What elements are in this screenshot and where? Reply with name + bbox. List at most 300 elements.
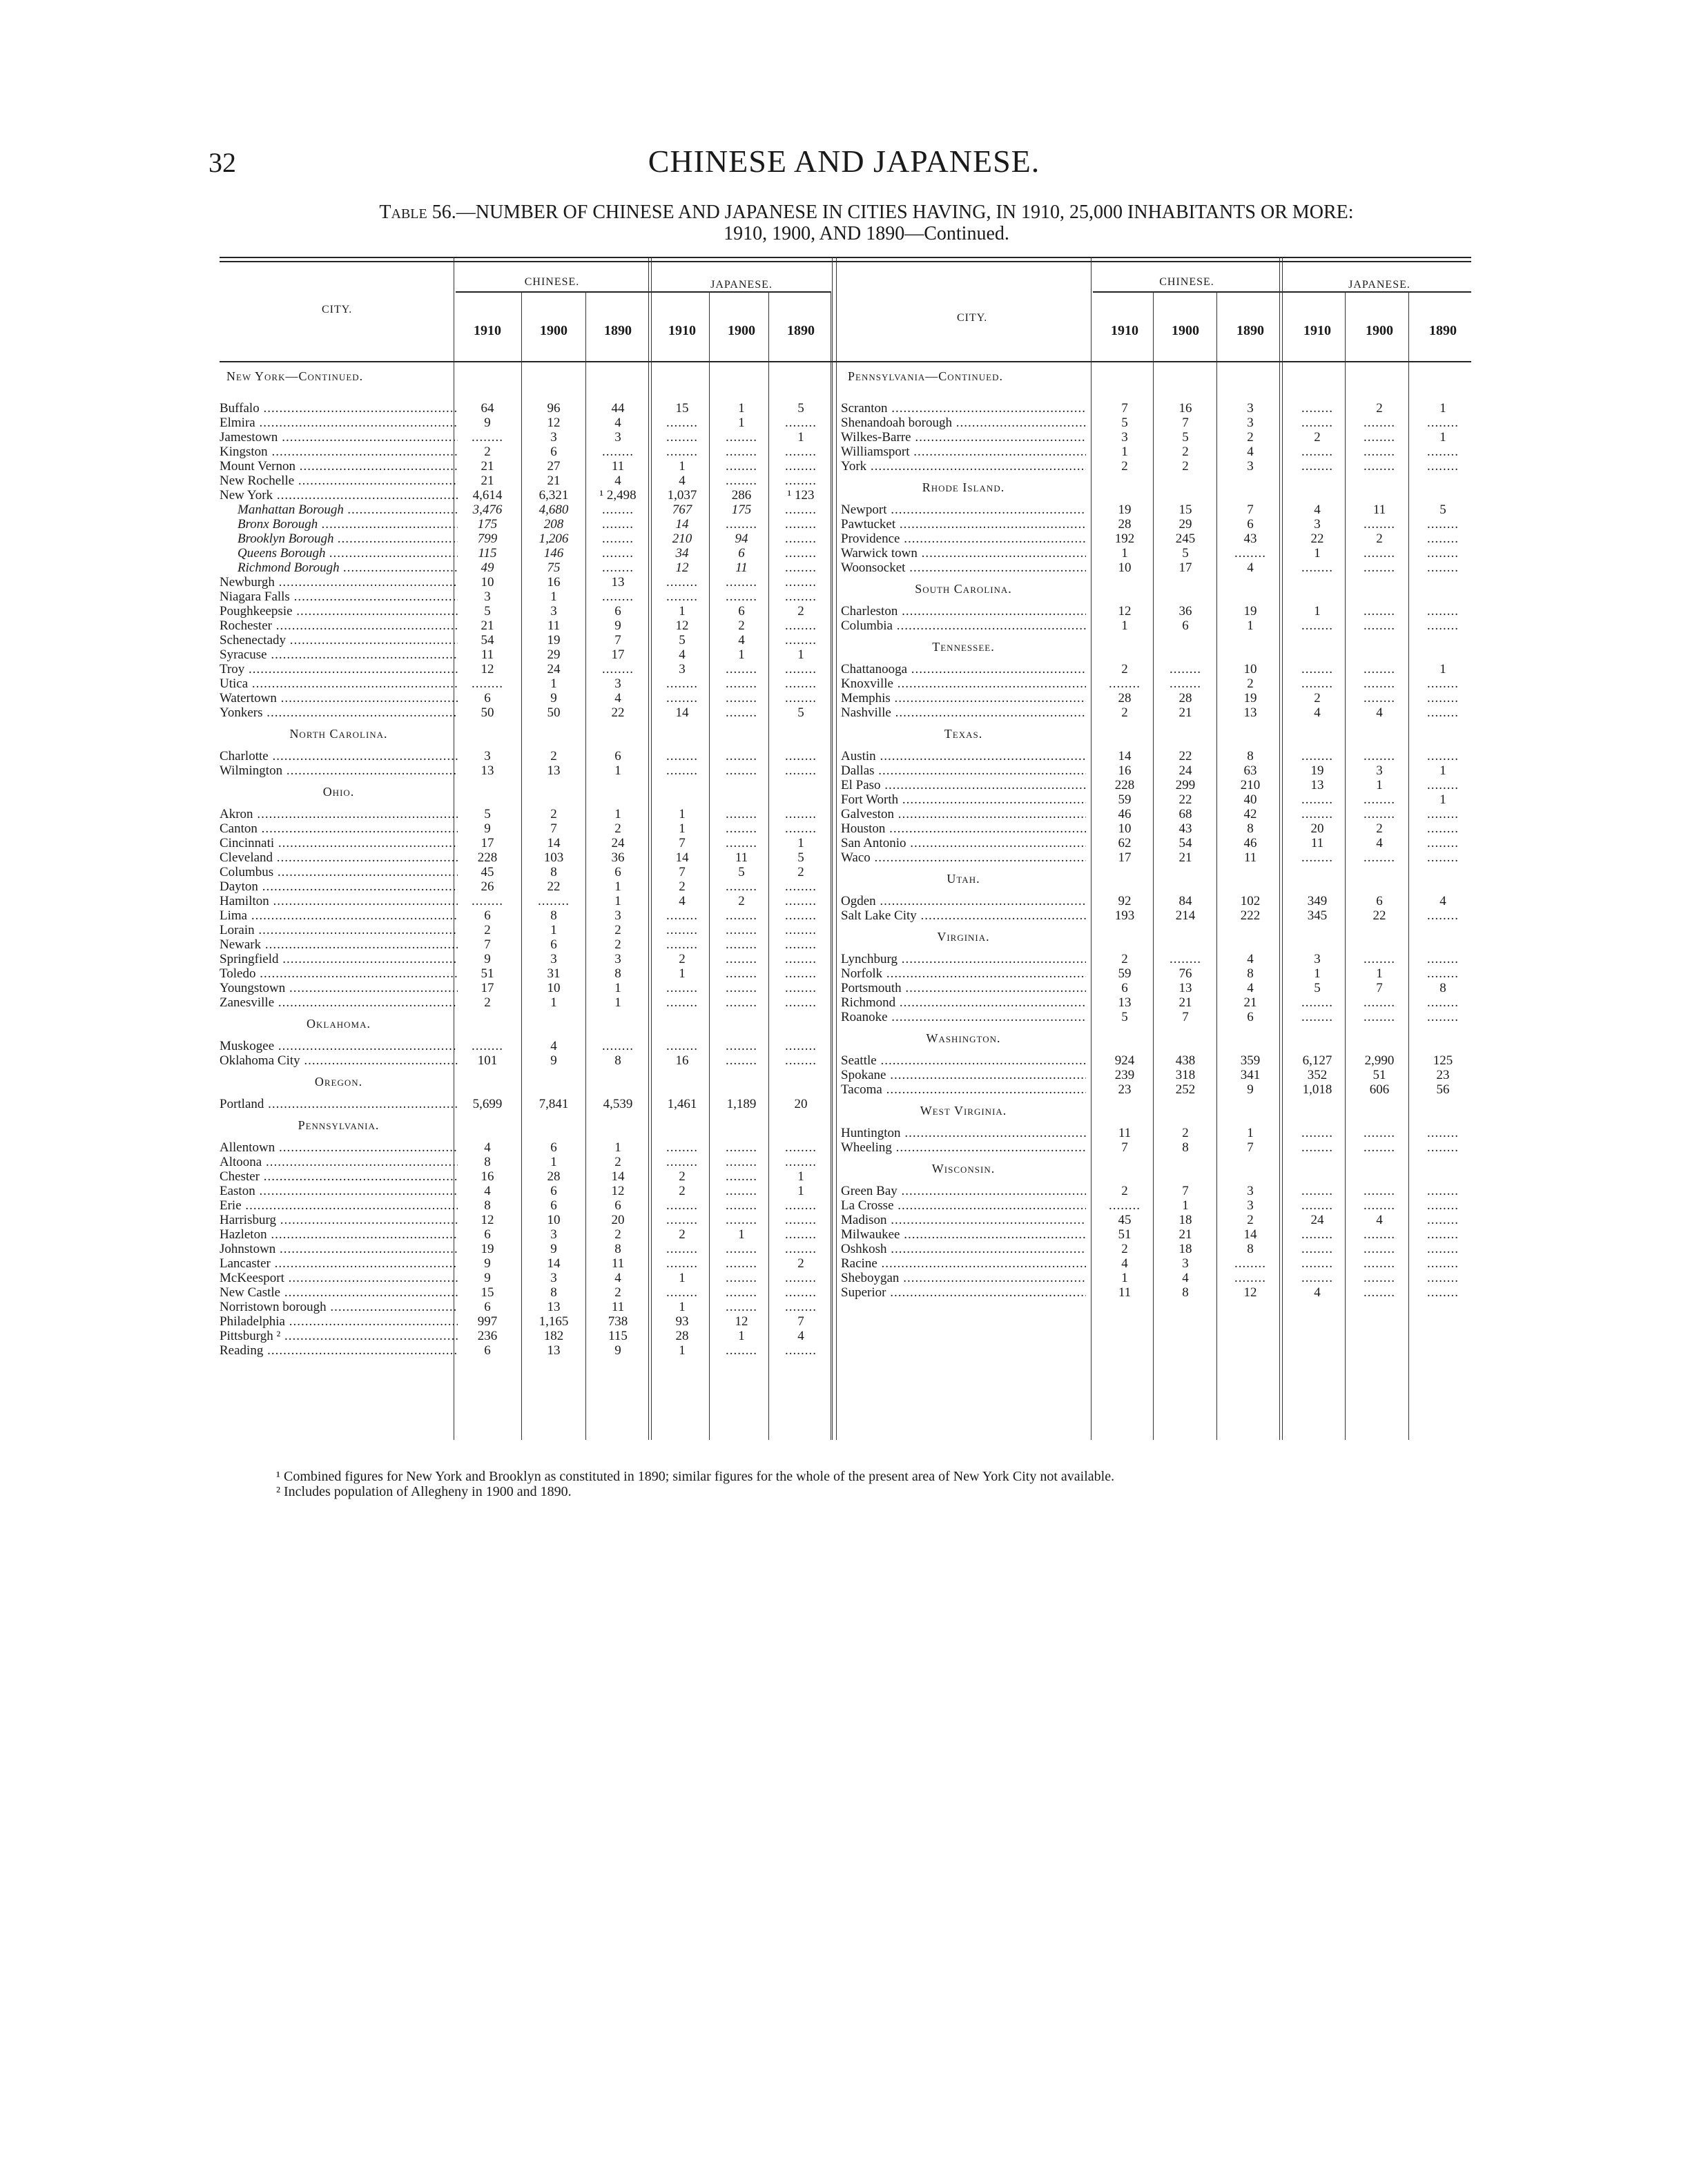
- cell-value: [770, 1227, 831, 1242]
- cell-value: 1: [1247, 1126, 1254, 1140]
- city-name: New York .....: [220, 488, 458, 503]
- cell-value: 12: [1243, 1285, 1257, 1300]
- cell-value: 2: [1121, 1184, 1128, 1198]
- cell-value: 1: [1439, 662, 1446, 676]
- cell-value: 7: [679, 836, 686, 850]
- cell-value: [711, 1213, 772, 1227]
- cell-value: 12: [481, 1213, 494, 1227]
- cell-value: 9: [1247, 1082, 1254, 1097]
- cell-value: [1286, 459, 1349, 474]
- table-row: [220, 1227, 831, 1242]
- cell-value: [652, 589, 712, 604]
- city-name: Milwaukee .....: [841, 1227, 1086, 1242]
- cell-value: 46: [1118, 807, 1132, 821]
- cell-value: 2: [797, 865, 804, 879]
- cell-value: 3: [550, 952, 557, 966]
- cell-value: [1286, 1198, 1349, 1213]
- cell-value: 14: [547, 1256, 561, 1271]
- table-row: [220, 1198, 831, 1213]
- cell-value: [711, 1256, 772, 1271]
- table-row: [841, 1140, 1473, 1155]
- cell-value: 8: [484, 1155, 491, 1169]
- cell-value: 228: [1114, 778, 1135, 792]
- cell-value: [711, 1184, 772, 1198]
- cell-value: 6: [1182, 618, 1189, 633]
- cell-value: [1413, 966, 1473, 981]
- cell-value: [588, 503, 648, 517]
- cell-value: [770, 879, 831, 894]
- cell-value: 1: [797, 836, 804, 850]
- cell-value: 24: [1310, 1213, 1324, 1227]
- city-name: Kingston .....: [220, 445, 458, 459]
- state-heading: Oklahoma.: [307, 1017, 371, 1031]
- cell-value: 50: [547, 705, 561, 720]
- city-name: San Antonio .....: [841, 836, 1086, 850]
- cell-value: 10: [481, 575, 494, 589]
- cell-value: 3: [1247, 1198, 1254, 1213]
- cell-value: 5: [797, 705, 804, 720]
- cell-value: 6,127: [1302, 1053, 1332, 1068]
- cell-value: [456, 1039, 519, 1053]
- city-name: New Castle .....: [220, 1285, 458, 1300]
- table-row: [841, 908, 1473, 923]
- cell-value: 3: [1314, 952, 1321, 966]
- cell-value: 7: [1182, 1184, 1189, 1198]
- city-name: Memphis .....: [841, 691, 1086, 705]
- cell-value: 3: [550, 430, 557, 445]
- table-row: [841, 1010, 1473, 1024]
- cell-value: 21: [1178, 850, 1192, 865]
- table-row: [841, 792, 1473, 807]
- cell-value: [770, 618, 831, 633]
- city-name: Utica .....: [220, 676, 458, 691]
- cell-value: [711, 836, 772, 850]
- cell-value: [711, 1053, 772, 1068]
- cell-value: 2: [614, 923, 621, 937]
- city-name: Akron .....: [220, 807, 458, 821]
- footnotes: [276, 1469, 1114, 1499]
- city-name: Cleveland .....: [220, 850, 458, 865]
- cell-value: 11: [735, 850, 748, 865]
- city-name: Chattanooga .....: [841, 662, 1086, 676]
- cell-value: 1: [1121, 618, 1128, 633]
- city-name: Hazleton .....: [220, 1227, 458, 1242]
- cell-value: 1: [1376, 778, 1383, 792]
- cell-value: 1: [1376, 966, 1383, 981]
- city-name: Huntington .....: [841, 1126, 1086, 1140]
- cell-value: [711, 807, 772, 821]
- cell-value: 1: [614, 995, 621, 1010]
- cell-value: [1348, 459, 1411, 474]
- cell-value: 12: [675, 618, 689, 633]
- cell-value: 13: [481, 763, 494, 778]
- cell-value: 2: [1376, 821, 1383, 836]
- cell-value: 2: [1182, 459, 1189, 474]
- cell-value: [1348, 1010, 1411, 1024]
- cell-value: 29: [547, 647, 561, 662]
- city-name: Zanesville .....: [220, 995, 458, 1010]
- cell-value: 8: [1247, 749, 1254, 763]
- cell-value: [770, 1198, 831, 1213]
- cell-value: 20: [1310, 821, 1324, 836]
- cell-value: 13: [1243, 705, 1257, 720]
- cell-value: 21: [1178, 995, 1192, 1010]
- cell-value: [770, 1285, 831, 1300]
- cell-value: [652, 981, 712, 995]
- cell-value: 239: [1114, 1068, 1135, 1082]
- cell-value: [711, 952, 772, 966]
- cell-value: 24: [547, 662, 561, 676]
- cell-value: 3: [484, 749, 491, 763]
- table-row: [841, 1213, 1473, 1227]
- table-row: [220, 676, 831, 691]
- cell-value: 6: [1376, 894, 1383, 908]
- cell-value: 997: [477, 1314, 498, 1329]
- cell-value: [770, 503, 831, 517]
- cell-value: [1413, 836, 1473, 850]
- cell-value: [1286, 1010, 1349, 1024]
- cell-value: 1: [679, 1300, 686, 1314]
- column-divider: [836, 257, 837, 1440]
- table-row: [220, 995, 831, 1010]
- cell-value: [711, 879, 772, 894]
- cell-value: [711, 1169, 772, 1184]
- cell-value: 11: [481, 647, 494, 662]
- city-name: Dayton .....: [220, 879, 458, 894]
- table-row: [841, 1053, 1473, 1068]
- cell-value: [770, 676, 831, 691]
- cell-value: 63: [1243, 763, 1257, 778]
- cell-value: 5: [679, 633, 686, 647]
- cell-value: 96: [547, 401, 561, 416]
- cell-value: [770, 1343, 831, 1358]
- city-name: Oklahoma City .....: [220, 1053, 458, 1068]
- cell-value: 9: [550, 1053, 557, 1068]
- cell-value: [588, 546, 648, 560]
- table-row: [220, 662, 831, 676]
- cell-value: 4: [1376, 836, 1383, 850]
- table-row: [220, 749, 831, 763]
- city-name: Brooklyn Borough .....: [220, 532, 458, 546]
- cell-value: [652, 430, 712, 445]
- cell-value: 92: [1118, 894, 1132, 908]
- cell-value: [588, 532, 648, 546]
- year-header: 1910: [1111, 323, 1138, 338]
- cell-value: 29: [1178, 517, 1192, 532]
- cell-value: [711, 1155, 772, 1169]
- cell-value: 4: [1376, 705, 1383, 720]
- cell-value: 2: [1314, 691, 1321, 705]
- city-name: Newark .....: [220, 937, 458, 952]
- state-heading: North Carolina.: [289, 727, 388, 741]
- cell-value: 2: [1121, 705, 1128, 720]
- cell-value: [652, 937, 712, 952]
- cell-value: [1286, 1242, 1349, 1256]
- cell-value: 10: [1118, 560, 1132, 575]
- cell-value: 16: [1178, 401, 1192, 416]
- cell-value: 18: [1178, 1213, 1192, 1227]
- cell-value: 24: [611, 836, 625, 850]
- cell-value: [711, 923, 772, 937]
- cell-value: 40: [1243, 792, 1257, 807]
- cell-value: [1413, 532, 1473, 546]
- cell-value: 15: [675, 401, 689, 416]
- cell-value: [1413, 1213, 1473, 1227]
- cell-value: 1: [550, 923, 557, 937]
- cell-value: 606: [1369, 1082, 1390, 1097]
- cell-value: 1: [1439, 430, 1446, 445]
- cell-value: 5: [738, 865, 745, 879]
- cell-value: [1348, 1256, 1411, 1271]
- cell-value: 36: [1178, 604, 1192, 618]
- table-row: [220, 560, 831, 575]
- cell-value: 1: [1314, 966, 1321, 981]
- cell-value: 2: [484, 923, 491, 937]
- cell-value: 44: [611, 401, 625, 416]
- table-row: [841, 1082, 1473, 1097]
- year-header: 1910: [1303, 323, 1331, 338]
- cell-value: [1413, 1227, 1473, 1242]
- cell-value: 76: [1178, 966, 1192, 981]
- cell-value: [1348, 416, 1411, 430]
- cell-value: 4: [1182, 1271, 1189, 1285]
- table-row: [220, 1300, 831, 1314]
- cell-value: [588, 445, 648, 459]
- table-rule: [220, 261, 1471, 262]
- table-row: [841, 821, 1473, 836]
- cell-value: 1,461: [667, 1097, 697, 1111]
- footnote-1: ¹ Combined figures for New York and Brooklyn as constituted in 1890; similar figures for the whole of the present area of New York City not available.: [276, 1469, 1115, 1484]
- cell-value: 11: [611, 1300, 625, 1314]
- cell-value: [1413, 1126, 1473, 1140]
- cell-value: 12: [547, 416, 561, 430]
- cell-value: [711, 1343, 772, 1358]
- cell-value: 4: [1439, 894, 1446, 908]
- cell-value: 50: [481, 705, 494, 720]
- state-heading: Texas.: [944, 727, 983, 741]
- running-head: CHINESE AND JAPANESE.: [648, 144, 1040, 179]
- cell-value: [1413, 517, 1473, 532]
- cell-value: [1093, 1198, 1156, 1213]
- cell-value: 8: [614, 1242, 621, 1256]
- table-row: [841, 662, 1473, 676]
- year-header: 1900: [728, 323, 755, 338]
- city-name: Pawtucket .....: [841, 517, 1086, 532]
- cell-value: 20: [611, 1213, 625, 1227]
- cell-value: [1413, 618, 1473, 633]
- city-name: Woonsocket .....: [841, 560, 1086, 575]
- cell-value: 4: [1314, 705, 1321, 720]
- state-heading: Tennessee.: [932, 640, 995, 654]
- city-name: Lorain .....: [220, 923, 458, 937]
- cell-value: 101: [477, 1053, 498, 1068]
- cell-value: 345: [1307, 908, 1328, 923]
- cell-value: 438: [1175, 1053, 1196, 1068]
- cell-value: 210: [672, 532, 692, 546]
- cell-value: [1348, 1285, 1411, 1300]
- cell-value: 6: [1247, 517, 1254, 532]
- cell-value: 8: [1439, 981, 1446, 995]
- table-row: [220, 879, 831, 894]
- cell-value: [652, 908, 712, 923]
- cell-value: 349: [1307, 894, 1328, 908]
- cell-value: 3: [614, 952, 621, 966]
- cell-value: 51: [1118, 1227, 1132, 1242]
- cell-value: 7: [1182, 1010, 1189, 1024]
- cell-value: 1: [679, 459, 686, 474]
- cell-value: [1286, 401, 1349, 416]
- cell-value: 1: [1121, 546, 1128, 560]
- cell-value: 2: [1247, 1213, 1254, 1227]
- table-row: [841, 850, 1473, 865]
- cell-value: 3: [1247, 416, 1254, 430]
- cell-value: [1286, 1271, 1349, 1285]
- cell-value: 21: [1178, 705, 1192, 720]
- cell-value: 1,165: [539, 1314, 569, 1329]
- cell-value: [1348, 676, 1411, 691]
- city-name: Knoxville .....: [841, 676, 1086, 691]
- table-row: [841, 618, 1473, 633]
- cell-value: [456, 676, 519, 691]
- table-row: [841, 1227, 1473, 1242]
- cell-value: [711, 474, 772, 488]
- cell-value: 2: [484, 445, 491, 459]
- cell-value: [1413, 604, 1473, 618]
- cell-value: [588, 589, 648, 604]
- cell-value: 13: [547, 1343, 561, 1358]
- chinese-header: CHINESE.: [524, 276, 580, 288]
- cell-value: 6: [1247, 1010, 1254, 1024]
- cell-value: [652, 1155, 712, 1169]
- table-row: [841, 1068, 1473, 1082]
- cell-value: 115: [608, 1329, 628, 1343]
- cell-value: [770, 517, 831, 532]
- table-row: [220, 517, 831, 532]
- city-name: Syracuse .....: [220, 647, 458, 662]
- cell-value: [652, 575, 712, 589]
- cell-value: [1413, 445, 1473, 459]
- year-header: 1890: [1236, 323, 1264, 338]
- table-row: [220, 691, 831, 705]
- cell-value: [652, 1140, 712, 1155]
- cell-value: [711, 1039, 772, 1053]
- cell-value: 5,699: [472, 1097, 503, 1111]
- cell-value: [711, 981, 772, 995]
- cell-value: [1286, 1256, 1349, 1271]
- cell-value: ¹ 2,498: [599, 488, 637, 503]
- state-heading: South Carolina.: [915, 582, 1012, 596]
- city-name: Watertown .....: [220, 691, 458, 705]
- cell-value: 3: [1314, 517, 1321, 532]
- footnote-2: ² Includes population of Allegheny in 1900 and 1890.: [276, 1484, 572, 1499]
- cell-value: 13: [547, 763, 561, 778]
- table-row: [841, 1256, 1473, 1271]
- cell-value: 31: [547, 966, 561, 981]
- cell-value: 13: [1310, 778, 1324, 792]
- cell-value: 4: [1247, 952, 1254, 966]
- cell-value: [1348, 430, 1411, 445]
- cell-value: [711, 908, 772, 923]
- city-name: Wilmington .....: [220, 763, 458, 778]
- cell-value: [1348, 1184, 1411, 1198]
- cell-value: 12: [675, 560, 689, 575]
- cell-value: 1,206: [539, 532, 569, 546]
- cell-value: [711, 1242, 772, 1256]
- cell-value: 1: [738, 647, 745, 662]
- cell-value: 3: [1247, 1184, 1254, 1198]
- cell-value: 4: [679, 647, 686, 662]
- cell-value: 14: [675, 705, 689, 720]
- table-row: [220, 705, 831, 720]
- cell-value: 2: [614, 1155, 621, 1169]
- city-name: Altoona .....: [220, 1155, 458, 1169]
- cell-value: 14: [675, 517, 689, 532]
- cell-value: [1413, 821, 1473, 836]
- cell-value: 6: [738, 546, 745, 560]
- city-name: Jamestown .....: [220, 430, 458, 445]
- table-row: [841, 995, 1473, 1010]
- cell-value: 3: [614, 676, 621, 691]
- cell-value: 26: [481, 879, 494, 894]
- cell-value: [770, 589, 831, 604]
- cell-value: 93: [675, 1314, 689, 1329]
- cell-value: 17: [481, 981, 494, 995]
- table-row: [220, 1097, 831, 1111]
- city-name: Chester .....: [220, 1169, 458, 1184]
- cell-value: 2: [679, 1169, 686, 1184]
- cell-value: 6: [550, 1140, 557, 1155]
- state-heading: Rhode Island.: [922, 480, 1005, 494]
- state-heading: Ohio.: [322, 785, 355, 799]
- year-header: 1910: [668, 323, 696, 338]
- cell-value: 19: [547, 633, 561, 647]
- cell-value: 7: [550, 821, 557, 836]
- cell-value: 2,990: [1364, 1053, 1395, 1068]
- cell-value: 2: [614, 937, 621, 952]
- cell-value: 6: [550, 1198, 557, 1213]
- cell-value: 9: [614, 618, 621, 633]
- cell-value: 6: [614, 1198, 621, 1213]
- table-row: [841, 416, 1473, 430]
- cell-value: [1413, 1010, 1473, 1024]
- cell-value: 21: [481, 474, 494, 488]
- city-name: Shenandoah borough .....: [841, 416, 1086, 430]
- table-row: [220, 836, 831, 850]
- cell-value: [770, 995, 831, 1010]
- cell-value: [1286, 560, 1349, 575]
- cell-value: 68: [1178, 807, 1192, 821]
- cell-value: [652, 1242, 712, 1256]
- cell-value: [1220, 546, 1281, 560]
- table-row: [841, 401, 1473, 416]
- cell-value: 5: [797, 850, 804, 865]
- table-row: [220, 618, 831, 633]
- year-header: 1910: [474, 323, 501, 338]
- cell-value: [711, 430, 772, 445]
- cell-value: 6: [614, 865, 621, 879]
- cell-value: 3: [550, 604, 557, 618]
- cell-value: [1286, 1126, 1349, 1140]
- cell-value: 6: [484, 1343, 491, 1358]
- cell-value: 28: [1118, 691, 1132, 705]
- table-row: [220, 445, 831, 459]
- city-header: CITY.: [957, 312, 988, 324]
- cell-value: [1413, 1140, 1473, 1155]
- table-row: [220, 1242, 831, 1256]
- cell-value: 5: [1439, 503, 1446, 517]
- cell-value: 1,189: [726, 1097, 757, 1111]
- cell-value: [1286, 662, 1349, 676]
